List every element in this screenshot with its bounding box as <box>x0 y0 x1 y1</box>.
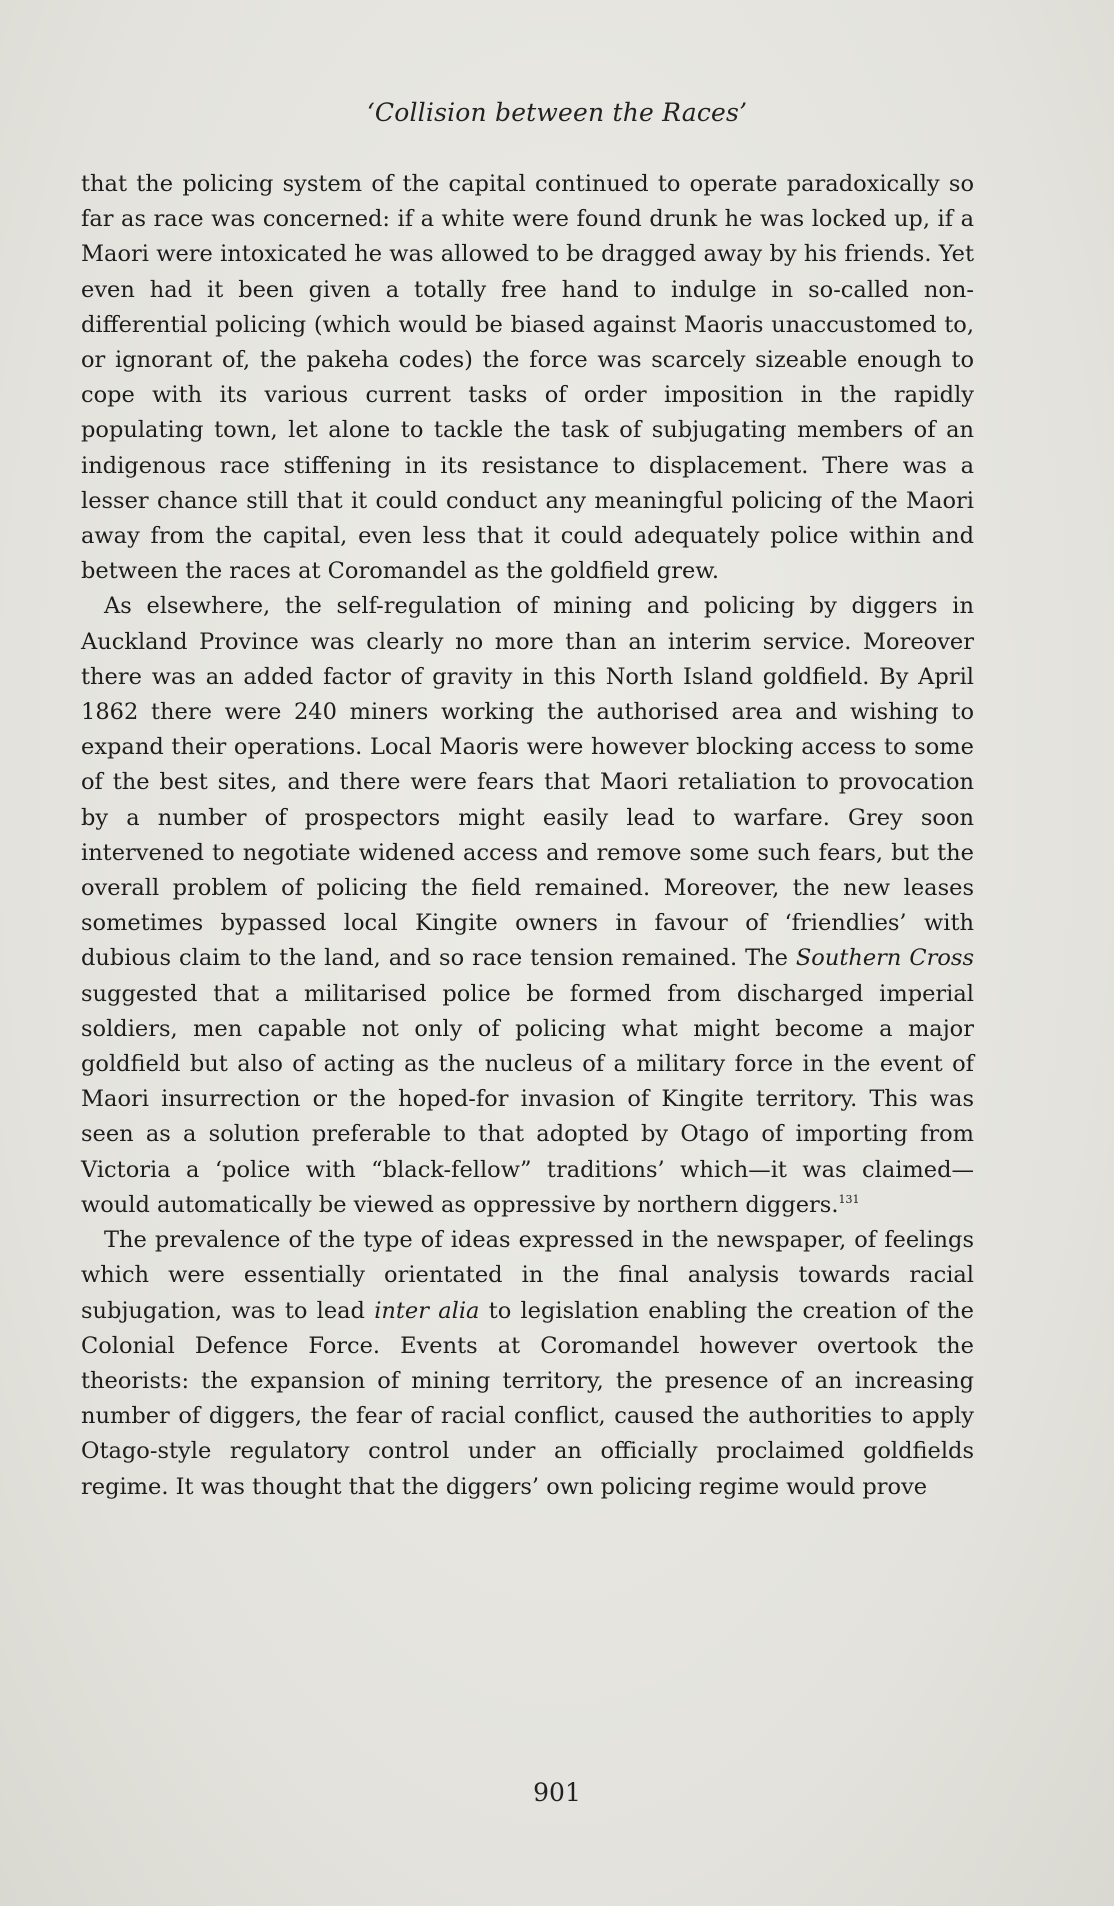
text-run: The prevalence of the type of ideas expressed in the newspaper, of feelings which were essentially orientated in the final analysis towards racial subjugation, was to lead <box>81 1227 974 1324</box>
body-text <box>81 167 974 1505</box>
italic-run: Southern Cross <box>795 945 974 972</box>
text-run: that the policing system of the capital continued to operate paradoxically so far as race was concerned: if a white were found drunk he was locked up, if a Maori were intoxicated he was allowed to be dragged away by his friends. Yet even had it been given a totally free hand to indulge in so-called non-differential policing (which would be biased against Maoris unaccustomed to, or ignorant of, the pakeha codes) the force was scarcely sizeable enough to cope with its various current tasks of order imposition in the rapidly populating town, let alone to tackle the task of subjugating members of an indigenous race stiffening in its resistance to displacement. There was a lesser chance still that it could conduct any meaningful policing of the Maori away from the capital, even less that it could adequately police within and between the races at Coromandel as the goldfield grew. <box>81 171 974 585</box>
page-number: 901 <box>533 1778 581 1807</box>
paragraph-3 <box>81 1223 974 1505</box>
italic-run: inter alia <box>374 1297 480 1324</box>
paragraph-2 <box>81 589 974 1223</box>
text-run: to legislation enabling the creation of the Colonial Defence Force. Events at Coromandel however overtook the theorists: the expansion of mining territory, the presence of an increasing number of diggers, the fear of racial conflict, caused the authorities to apply Otago-style regulatory control under an officially proclaimed goldfields regime. It was thought that the diggers’ own policing regime would prove <box>81 1297 974 1500</box>
paragraph-1 <box>81 167 974 589</box>
footnote-ref: 131 <box>838 1192 860 1206</box>
text-run: As elsewhere, the self-regulation of mining and policing by diggers in Auckland Province was clearly no more than an interim service. Moreover there was an added factor of gravity in this North Island goldfield. By April 1862 there were 240 miners working the authorised area and wishing to expand their operations. Local Maoris were however blocking access to some of the best sites, and there were fears that Maori retaliation to provocation by a number of prospectors might easily lead to warfare. Grey soon intervened to negotiate widened access and remove some such fears, but the overall problem of policing the field remained. Moreover, the new leases sometimes bypassed local Kingite owners in favour of ‘friendlies’ with dubious claim to the land, and so race tension remained. The <box>81 593 974 972</box>
running-head: ‘Collision between the Races’ <box>366 98 748 127</box>
text-run: suggested that a militarised police be formed from discharged imperial soldiers, men capable not only of policing what might become a major goldfield but also of acting as the nucleus of a military force in the event of Maori insurrection or the hoped-for invasion of Kingite territory. This was seen as a solution preferable to that adopted by Otago of importing from Victoria a ‘police with “black-fellow” traditions’ which—it was claimed—would automatically be viewed as oppressive by northern diggers. <box>81 980 974 1218</box>
